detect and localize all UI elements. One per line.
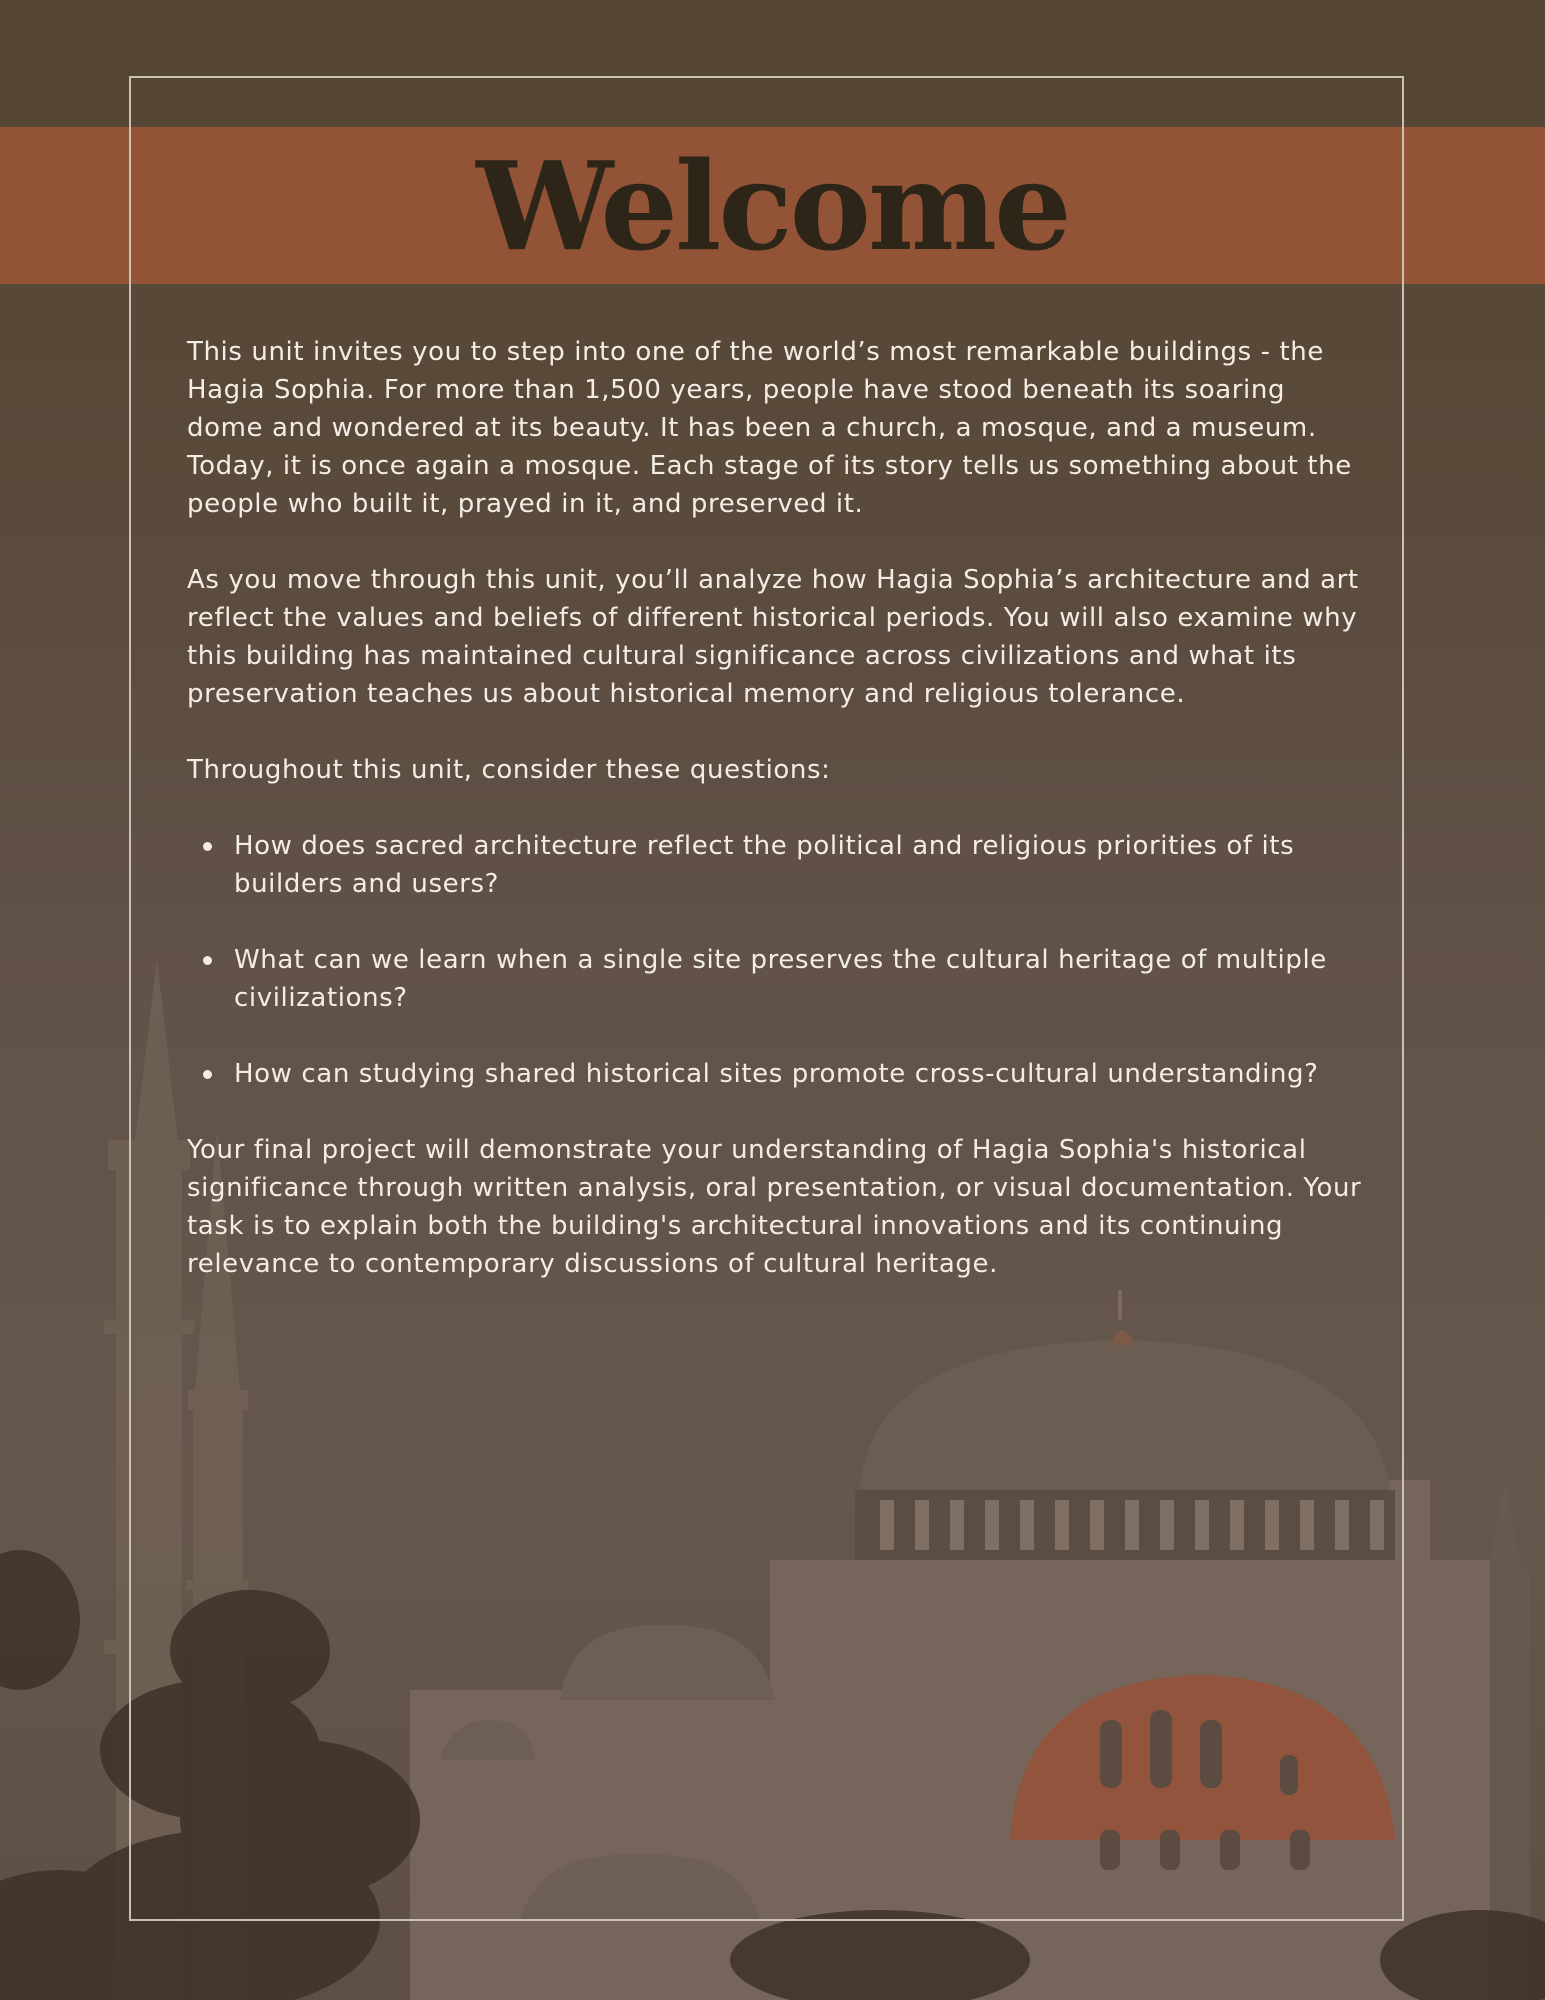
question-text: What can we learn when a single site preserves the cultural heritage of multiple civilizations? [234,945,1327,1013]
question-item [234,1055,1367,1093]
question-item [234,827,1367,903]
page-title: Welcome [476,133,1069,278]
question-text: How does sacred architecture reflect the political and religious priorities of its builders and users? [234,831,1295,899]
intro-paragraph-2: As you move through this unit, you’ll analyze how Hagia Sophia’s architecture and art reflect the values and beliefs of different historical periods. You will also examine why this building has maintained cultural significance across civilizations and what its preservation teaches us about historical memory and religious tolerance. [187,565,1359,709]
bullet-icon [203,842,212,851]
questions-list [187,827,1367,1093]
question-item [234,941,1367,1017]
bullet-icon [203,1070,212,1079]
intro-paragraph-1: This unit invites you to step into one of the world’s most remarkable buildings - the Hagia Sophia. For more than 1,500 years, people have stood beneath its soaring dome and wondered at its beauty. It has been a church, a mosque, and a museum. Today, it is once again a mosque. Each stage of its story tells us something about the people who built it, prayed in it, and preserved it. [187,337,1352,519]
questions-intro: Throughout this unit, consider these questions: [187,755,831,785]
question-text: How can studying shared historical sites promote cross-cultural understanding? [234,1059,1319,1089]
closing-paragraph: Your final project will demonstrate your understanding of Hagia Sophia's historical significance through written analysis, oral presentation, or visual documentation. Your task is to explain both the building's architectural innovations and its continuing relevance to contemporary discussions of cultural heritage. [187,1135,1362,1279]
bullet-icon [203,956,212,965]
main-content [187,333,1367,1321]
